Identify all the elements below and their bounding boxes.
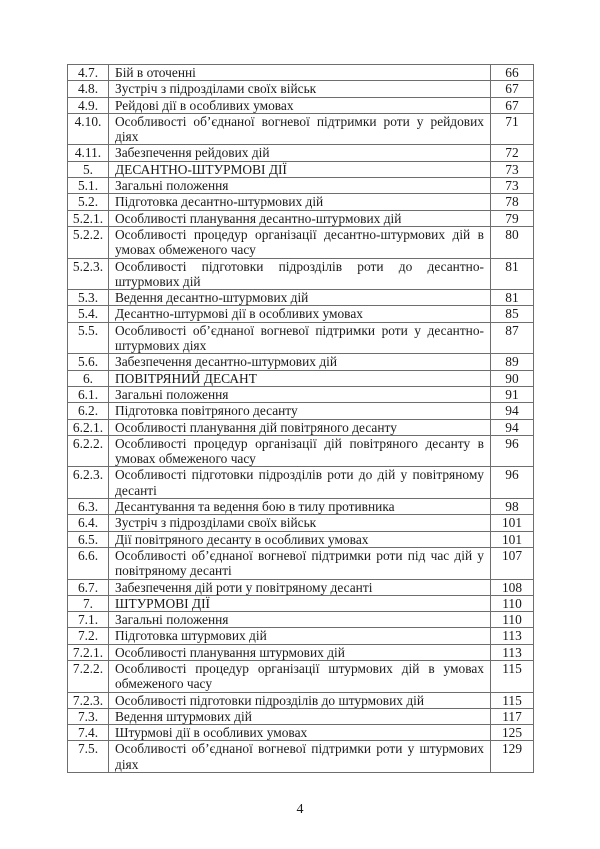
- toc-body: [68, 65, 534, 773]
- section-number: 7.1.: [68, 612, 109, 628]
- page-ref: 73: [491, 178, 534, 194]
- toc-row: [68, 65, 534, 81]
- section-title: Особливості підготовки підрозділів роти до десантно-штурмових дій: [109, 258, 491, 290]
- toc-row: [68, 708, 534, 724]
- toc-row: [68, 644, 534, 660]
- toc-row: [68, 579, 534, 595]
- page-ref: 67: [491, 97, 534, 113]
- toc-row-chapter: [68, 595, 534, 611]
- toc-row: [68, 226, 534, 258]
- section-number: 7.5.: [68, 741, 109, 773]
- page-ref: 72: [491, 145, 534, 161]
- page-ref: 89: [491, 354, 534, 370]
- chapter-title: ПОВІТРЯНИЙ ДЕСАНТ: [109, 370, 491, 386]
- toc-row: [68, 354, 534, 370]
- toc-row: [68, 403, 534, 419]
- page-ref: 113: [491, 644, 534, 660]
- toc-row: [68, 660, 534, 692]
- page-ref: 81: [491, 290, 534, 306]
- section-number: 5.3.: [68, 290, 109, 306]
- section-title: Ведення десантно-штурмових дій: [109, 290, 491, 306]
- section-number: 6.2.1.: [68, 419, 109, 435]
- section-title: Особливості об’єднаної вогневої підтримки роти під час дій у повітряному десанті: [109, 547, 491, 579]
- page-ref: 79: [491, 210, 534, 226]
- toc-row: [68, 692, 534, 708]
- section-title: Загальні положення: [109, 386, 491, 402]
- section-title: Десантування та ведення бою в тилу противника: [109, 499, 491, 515]
- toc-row: [68, 547, 534, 579]
- toc-row: [68, 515, 534, 531]
- section-title: Зустріч з підрозділами своїх військ: [109, 81, 491, 97]
- section-title: Особливості підготовки підрозділів роти до дій у повітряному десанті: [109, 467, 491, 499]
- page-ref: 115: [491, 660, 534, 692]
- section-title: Зустріч з підрозділами своїх військ: [109, 515, 491, 531]
- section-number: 7.: [68, 595, 109, 611]
- section-title: Особливості планування дій повітряного десанту: [109, 419, 491, 435]
- section-number: 6.6.: [68, 547, 109, 579]
- page-number: 4: [296, 802, 304, 817]
- page-ref: 71: [491, 113, 534, 145]
- section-title: Забезпечення десантно-штурмових дій: [109, 354, 491, 370]
- section-title: Особливості процедур організації десантно-штурмових дій в умовах обмеженого часу: [109, 226, 491, 258]
- page-ref: 78: [491, 194, 534, 210]
- section-number: 7.2.: [68, 628, 109, 644]
- section-number: 6.1.: [68, 386, 109, 402]
- toc-row: [68, 467, 534, 499]
- section-number: 6.5.: [68, 531, 109, 547]
- section-number: 7.3.: [68, 708, 109, 724]
- page-ref: 94: [491, 403, 534, 419]
- section-title: Бій в оточенні: [109, 65, 491, 81]
- toc-row: [68, 290, 534, 306]
- section-title: Штурмові дії в особливих умовах: [109, 725, 491, 741]
- section-number: 5.4.: [68, 306, 109, 322]
- toc-row: [68, 725, 534, 741]
- section-title: Особливості планування десантно-штурмових дій: [109, 210, 491, 226]
- toc-row: [68, 178, 534, 194]
- section-title: Загальні положення: [109, 178, 491, 194]
- toc-row: [68, 194, 534, 210]
- section-number: 5.1.: [68, 178, 109, 194]
- toc-row: [68, 612, 534, 628]
- page-ref: 110: [491, 612, 534, 628]
- section-number: 6.3.: [68, 499, 109, 515]
- section-number: 5.2.2.: [68, 226, 109, 258]
- page-ref: 107: [491, 547, 534, 579]
- section-number: 4.9.: [68, 97, 109, 113]
- page-ref: 113: [491, 628, 534, 644]
- section-title: Підготовка повітряного десанту: [109, 403, 491, 419]
- toc-row: [68, 386, 534, 402]
- page-ref: 91: [491, 386, 534, 402]
- section-number: 5.: [68, 161, 109, 177]
- section-title: Підготовка штурмових дій: [109, 628, 491, 644]
- section-title: Забезпечення дій роти у повітряному десанті: [109, 579, 491, 595]
- section-title: Загальні положення: [109, 612, 491, 628]
- section-title: Ведення штурмових дій: [109, 708, 491, 724]
- page-ref: 115: [491, 692, 534, 708]
- toc-row: [68, 531, 534, 547]
- toc-row: [68, 145, 534, 161]
- page-ref: 73: [491, 161, 534, 177]
- section-number: 6.2.3.: [68, 467, 109, 499]
- section-title: Особливості процедур організації штурмових дій в умовах обмеженого часу: [109, 660, 491, 692]
- toc-row: [68, 306, 534, 322]
- toc-row: [68, 81, 534, 97]
- table-of-contents: [67, 64, 534, 773]
- page-ref: 125: [491, 725, 534, 741]
- section-number: 6.: [68, 370, 109, 386]
- section-number: 4.10.: [68, 113, 109, 145]
- toc-row: [68, 322, 534, 354]
- page-ref: 117: [491, 708, 534, 724]
- page-ref: 66: [491, 65, 534, 81]
- section-title: Забезпечення рейдових дій: [109, 145, 491, 161]
- toc-row: [68, 113, 534, 145]
- section-title: Особливості планування штурмових дій: [109, 644, 491, 660]
- page-ref: 94: [491, 419, 534, 435]
- toc-row: [68, 258, 534, 290]
- page-ref: 98: [491, 499, 534, 515]
- toc-row: [68, 97, 534, 113]
- toc-row: [68, 419, 534, 435]
- section-number: 7.4.: [68, 725, 109, 741]
- page-ref: 67: [491, 81, 534, 97]
- section-title: Дії повітряного десанту в особливих умовах: [109, 531, 491, 547]
- toc-row-chapter: [68, 370, 534, 386]
- page-ref: 96: [491, 467, 534, 499]
- page-ref: 101: [491, 515, 534, 531]
- section-number: 5.2.3.: [68, 258, 109, 290]
- section-number: 6.2.2.: [68, 435, 109, 467]
- page-ref: 110: [491, 595, 534, 611]
- section-number: 7.2.1.: [68, 644, 109, 660]
- section-number: 6.2.: [68, 403, 109, 419]
- section-title: Особливості підготовки підрозділів до штурмових дій: [109, 692, 491, 708]
- page-ref: 101: [491, 531, 534, 547]
- section-number: 7.2.3.: [68, 692, 109, 708]
- section-title: Особливості об’єднаної вогневої підтримки роти у штурмових діях: [109, 741, 491, 773]
- section-number: 5.2.1.: [68, 210, 109, 226]
- toc-row: [68, 741, 534, 773]
- chapter-title: ШТУРМОВІ ДІЇ: [109, 595, 491, 611]
- page-ref: 96: [491, 435, 534, 467]
- section-number: 6.7.: [68, 579, 109, 595]
- section-title: Особливості об’єднаної вогневої підтримки роти у десантно-штурмових діях: [109, 322, 491, 354]
- section-number: 6.4.: [68, 515, 109, 531]
- section-title: Особливості процедур організації дій повітряного десанту в умовах обмеженого часу: [109, 435, 491, 467]
- section-title: Десантно-штурмові дії в особливих умовах: [109, 306, 491, 322]
- section-number: 4.7.: [68, 65, 109, 81]
- section-number: 7.2.2.: [68, 660, 109, 692]
- section-number: 4.8.: [68, 81, 109, 97]
- page-ref: 87: [491, 322, 534, 354]
- section-title: Особливості об’єднаної вогневої підтримки роти у рейдових діях: [109, 113, 491, 145]
- page-ref: 90: [491, 370, 534, 386]
- page-ref: 108: [491, 579, 534, 595]
- section-title: Підготовка десантно-штурмових дій: [109, 194, 491, 210]
- chapter-title: ДЕСАНТНО-ШТУРМОВІ ДІЇ: [109, 161, 491, 177]
- toc-row: [68, 628, 534, 644]
- section-number: 5.6.: [68, 354, 109, 370]
- toc-row: [68, 210, 534, 226]
- page-ref: 81: [491, 258, 534, 290]
- toc-row-chapter: [68, 161, 534, 177]
- page-ref: 80: [491, 226, 534, 258]
- section-number: 5.2.: [68, 194, 109, 210]
- page-ref: 129: [491, 741, 534, 773]
- section-number: 4.11.: [68, 145, 109, 161]
- section-number: 5.5.: [68, 322, 109, 354]
- toc-row: [68, 435, 534, 467]
- section-title: Рейдові дії в особливих умовах: [109, 97, 491, 113]
- page-ref: 85: [491, 306, 534, 322]
- toc-row: [68, 499, 534, 515]
